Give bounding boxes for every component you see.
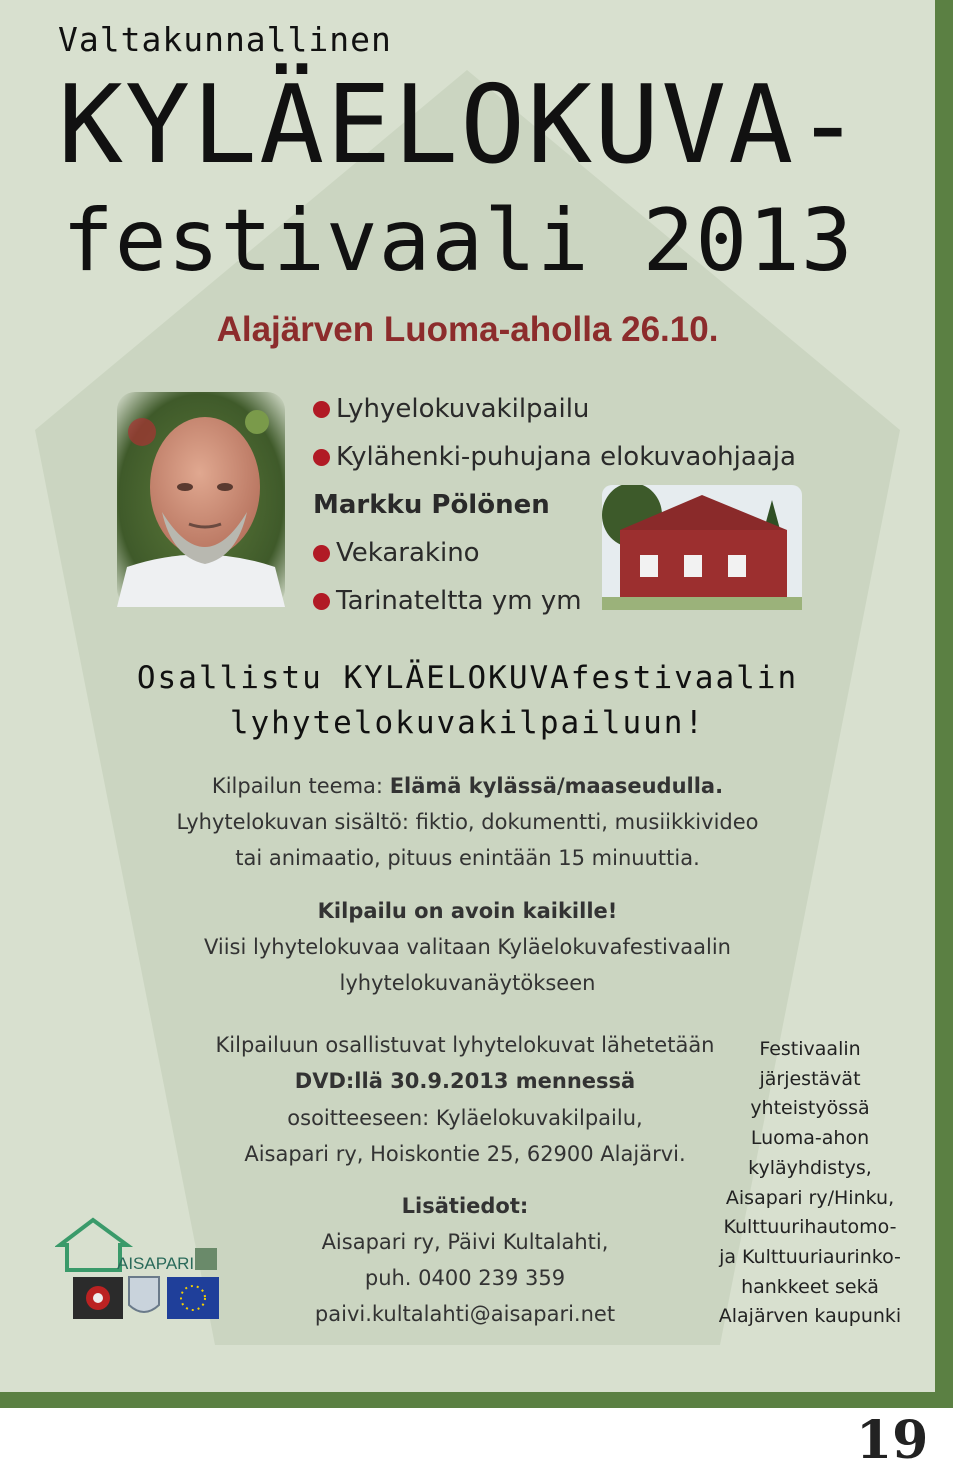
organizer-line: Aisapari ry/Hinku, bbox=[725, 1186, 895, 1209]
bottom-border bbox=[0, 1392, 953, 1408]
organizer-line: ja Kulttuuriaurinko- bbox=[719, 1245, 901, 1268]
content-line-2: tai animaatio, pituus enintään 15 minuuttia. bbox=[235, 846, 700, 870]
sponsor-logos bbox=[55, 1215, 225, 1325]
bullet-icon bbox=[313, 593, 330, 610]
info-email: paivi.kultalahti@aisapari.net bbox=[314, 1302, 616, 1326]
organizers-list bbox=[705, 1035, 915, 1332]
program-item: Kylähenki-puhujana elokuvaohjaaja bbox=[313, 433, 796, 481]
organizer-line: kyläyhdistys, bbox=[748, 1156, 872, 1179]
coat-of-arms-icon bbox=[129, 1277, 159, 1312]
eu-flag-icon bbox=[167, 1277, 219, 1319]
selection-line-2: lyhytelokuvanäytökseen bbox=[339, 971, 596, 995]
portrait-photo bbox=[117, 392, 285, 607]
aisapari-logo-text: AISAPARI bbox=[117, 1254, 195, 1273]
info-heading: Lisätiedot: bbox=[401, 1194, 529, 1218]
submission-address-2: Aisapari ry, Hoiskontie 25, 62900 Alajärvi. bbox=[244, 1142, 686, 1166]
invite-line-2: lyhytelokuvakilpailuun! bbox=[229, 705, 706, 741]
submission-address-1: osoitteeseen: Kyläelokuvakilpailu, bbox=[287, 1106, 643, 1130]
info-line-1: Aisapari ry, Päivi Kultalahti, bbox=[321, 1230, 609, 1254]
organizer-line: Alajärven kaupunki bbox=[718, 1305, 902, 1328]
speaker-name: Markku Pölönen bbox=[313, 490, 550, 520]
open-to-all: Kilpailu on avoin kaikille! bbox=[317, 899, 618, 923]
selection-line-1: Viisi lyhytelokuvaa valitaan Kyläelokuvafestivaalin bbox=[203, 935, 731, 959]
program-item bbox=[313, 481, 796, 529]
invite-line-1: Osallistu KYLÄELOKUVAfestivaalin bbox=[136, 660, 799, 696]
kicker-text: Valtakunnallinen bbox=[58, 20, 392, 59]
program-item: Vekarakino bbox=[313, 529, 796, 577]
organizer-line: Festivaalin bbox=[759, 1038, 861, 1060]
submission-deadline: DVD:llä 30.9.2013 mennessä bbox=[294, 1069, 636, 1093]
bullet-icon bbox=[313, 545, 330, 562]
page-number: 19 bbox=[856, 1410, 929, 1471]
aisapari-logo bbox=[60, 1220, 217, 1273]
place-date: Alajärven Luoma-aholla 26.10. bbox=[216, 310, 719, 349]
title-line-2: festivaali 2013 bbox=[62, 191, 854, 291]
content-line-1: Lyhytelokuvan sisältö: fiktio, dokumentti, musiikkivideo bbox=[176, 810, 759, 834]
info-phone: puh. 0400 239 359 bbox=[364, 1266, 566, 1290]
organizer-line: hankkeet sekä bbox=[741, 1275, 879, 1298]
organizer-line: Luoma-ahon bbox=[750, 1127, 870, 1150]
organizer-line: järjestävät bbox=[759, 1067, 861, 1090]
bullet-icon bbox=[313, 449, 330, 466]
program-item: Lyhyelokuvakilpailu bbox=[313, 385, 796, 433]
program-list bbox=[313, 385, 796, 625]
right-border bbox=[935, 0, 953, 1408]
bullet-icon bbox=[313, 401, 330, 418]
organizer-line: Kulttuurihautomo- bbox=[723, 1216, 897, 1239]
program-item: Tarinateltta ym ym bbox=[313, 577, 796, 625]
title-line-1: KYLÄELOKUVA- bbox=[58, 63, 863, 188]
organizer-line: yhteistyössä bbox=[750, 1097, 870, 1120]
theme-line: Kilpailun teema: Elämä kylässä/maaseudulla. bbox=[211, 774, 724, 798]
submission-line-1-text: Kilpailuun osallistuvat lyhytelokuvat lähetetään bbox=[215, 1033, 715, 1057]
